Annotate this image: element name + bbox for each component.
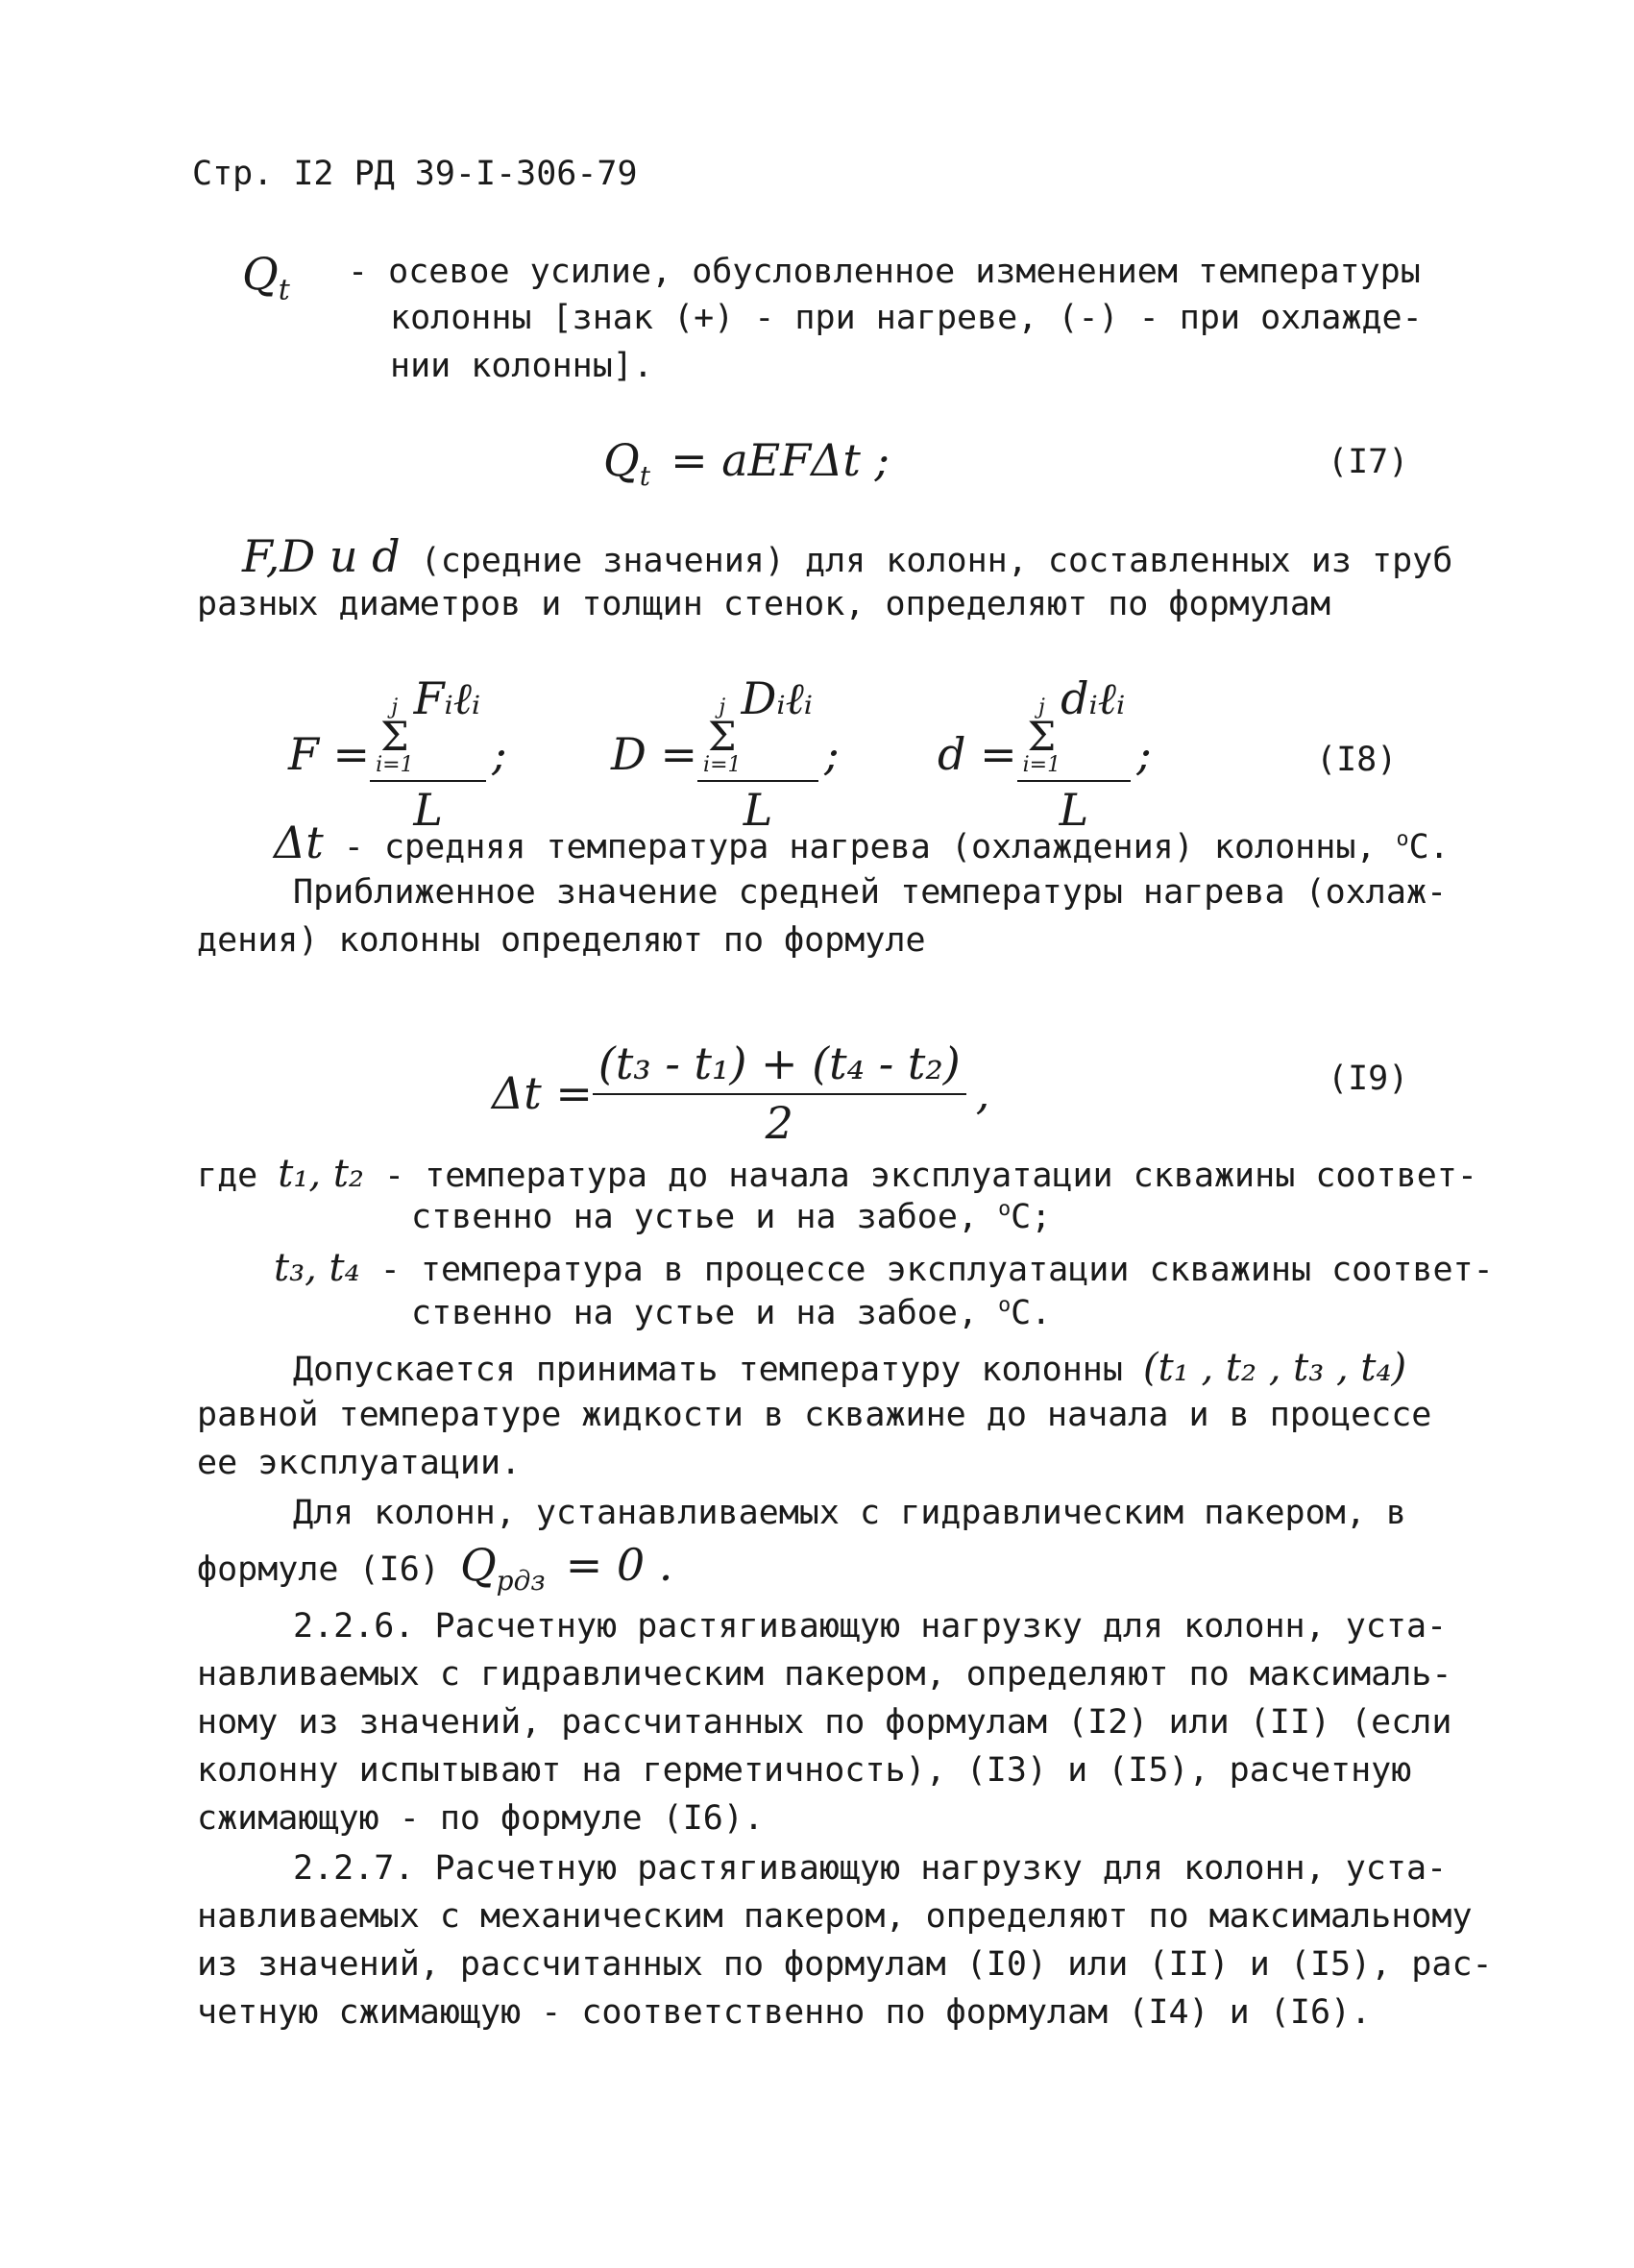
approx-line2: дения) колонны определяют по формуле — [197, 921, 926, 960]
where-t34: t₃, t₄ - температура в процессе эксплуатации скважины соответ- — [274, 1246, 1494, 1290]
where-t34-line2: ственно на устье и на забое, $^о$С. — [411, 1293, 1052, 1333]
packer-line1: Для колонн, устанавливаемых с гидравлическим пакером, в — [293, 1494, 1406, 1532]
qt-def-line1: - осевое усилие, обусловленное изменением температуры — [348, 253, 1421, 291]
p226-line4: колонну испытывают на герметичность), (I3) и (I5), расчетную — [197, 1751, 1412, 1790]
equation-19: Δt = $\frac{\text{(t₃ - t₁) + (t₄ - t₂)}}{2}$ , — [492, 1037, 990, 1149]
allowed-line2: равной температуре жидкости в скважине до начала и в процессе — [197, 1396, 1432, 1434]
p227-line1: 2.2.7. Расчетную растягивающую нагрузку для колонн, уста- — [293, 1849, 1448, 1888]
p226-line1: 2.2.6. Расчетную растягивающую нагрузку для колонн, уста- — [293, 1607, 1448, 1646]
equation-18-D: D = j Σ i=1 Dᵢℓᵢ L ; — [611, 672, 840, 836]
equation-17-number: (I7) — [1328, 443, 1409, 481]
where-t12-line2: ственно на устье и на забое, $^о$С; — [411, 1197, 1052, 1237]
packer-line2: формуле (I6) $Q_{рдз} = 0$ . — [197, 1539, 673, 1597]
fdd-line2: разных диаметров и толщин стенок, определяют по формулам — [197, 585, 1331, 623]
dt-def: Δt - средняя температура нагрева (охлаждения) колонны, $^о$С. — [274, 817, 1450, 868]
p227-line2: навливаемых с механическим пакером, определяют по максимальному — [197, 1897, 1473, 1936]
p226-line3: ному из значений, рассчитанных по формулам (I2) или (II) (если — [197, 1703, 1452, 1742]
equation-18-number: (I8) — [1316, 741, 1398, 779]
allowed-line3: ее эксплуатации. — [197, 1444, 522, 1482]
fdd-line1: F,D и d (средние значения) для колонн, составленных из труб — [242, 530, 1453, 582]
p226-line5: сжимающую - по формуле (I6). — [197, 1799, 765, 1838]
qt-def-line2: колонны [знак (+) - при нагреве, (-) - при охлажде- — [390, 299, 1423, 337]
equation-17: $Q_t = aEF\Delta t$ ; — [603, 434, 890, 492]
equation-19-number: (I9) — [1328, 1060, 1409, 1098]
where-t12: где t₁, t₂ - температура до начала эксплуатации скважины соответ- — [197, 1152, 1477, 1196]
qt-def-line3: нии колонны]. — [390, 347, 653, 385]
approx-line1: Приближенное значение средней температуры нагрева (охлаж- — [293, 873, 1448, 912]
p227-line4: четную сжимающую - соответственно по формулам (I4) и (I6). — [197, 1993, 1372, 2032]
allowed-line1: Допускается принимать температуру колонны (t₁ , t₂ , t₃ , t₄) — [293, 1346, 1407, 1390]
page-header: Стр. I2 РД 39-I-306-79 — [192, 155, 638, 193]
equation-18-F: F = j Σ i=1 Fᵢℓᵢ L ; — [288, 672, 507, 836]
qt-symbol: $Q_t$ — [242, 248, 290, 307]
equation-18-d: d = j Σ i=1 dᵢℓᵢ L ; — [938, 672, 1152, 836]
p227-line3: из значений, рассчитанных по формулам (I0) или (II) и (I5), рас- — [197, 1945, 1493, 1984]
p226-line2: навливаемых с гидравлическим пакером, определяют по максималь- — [197, 1655, 1452, 1694]
